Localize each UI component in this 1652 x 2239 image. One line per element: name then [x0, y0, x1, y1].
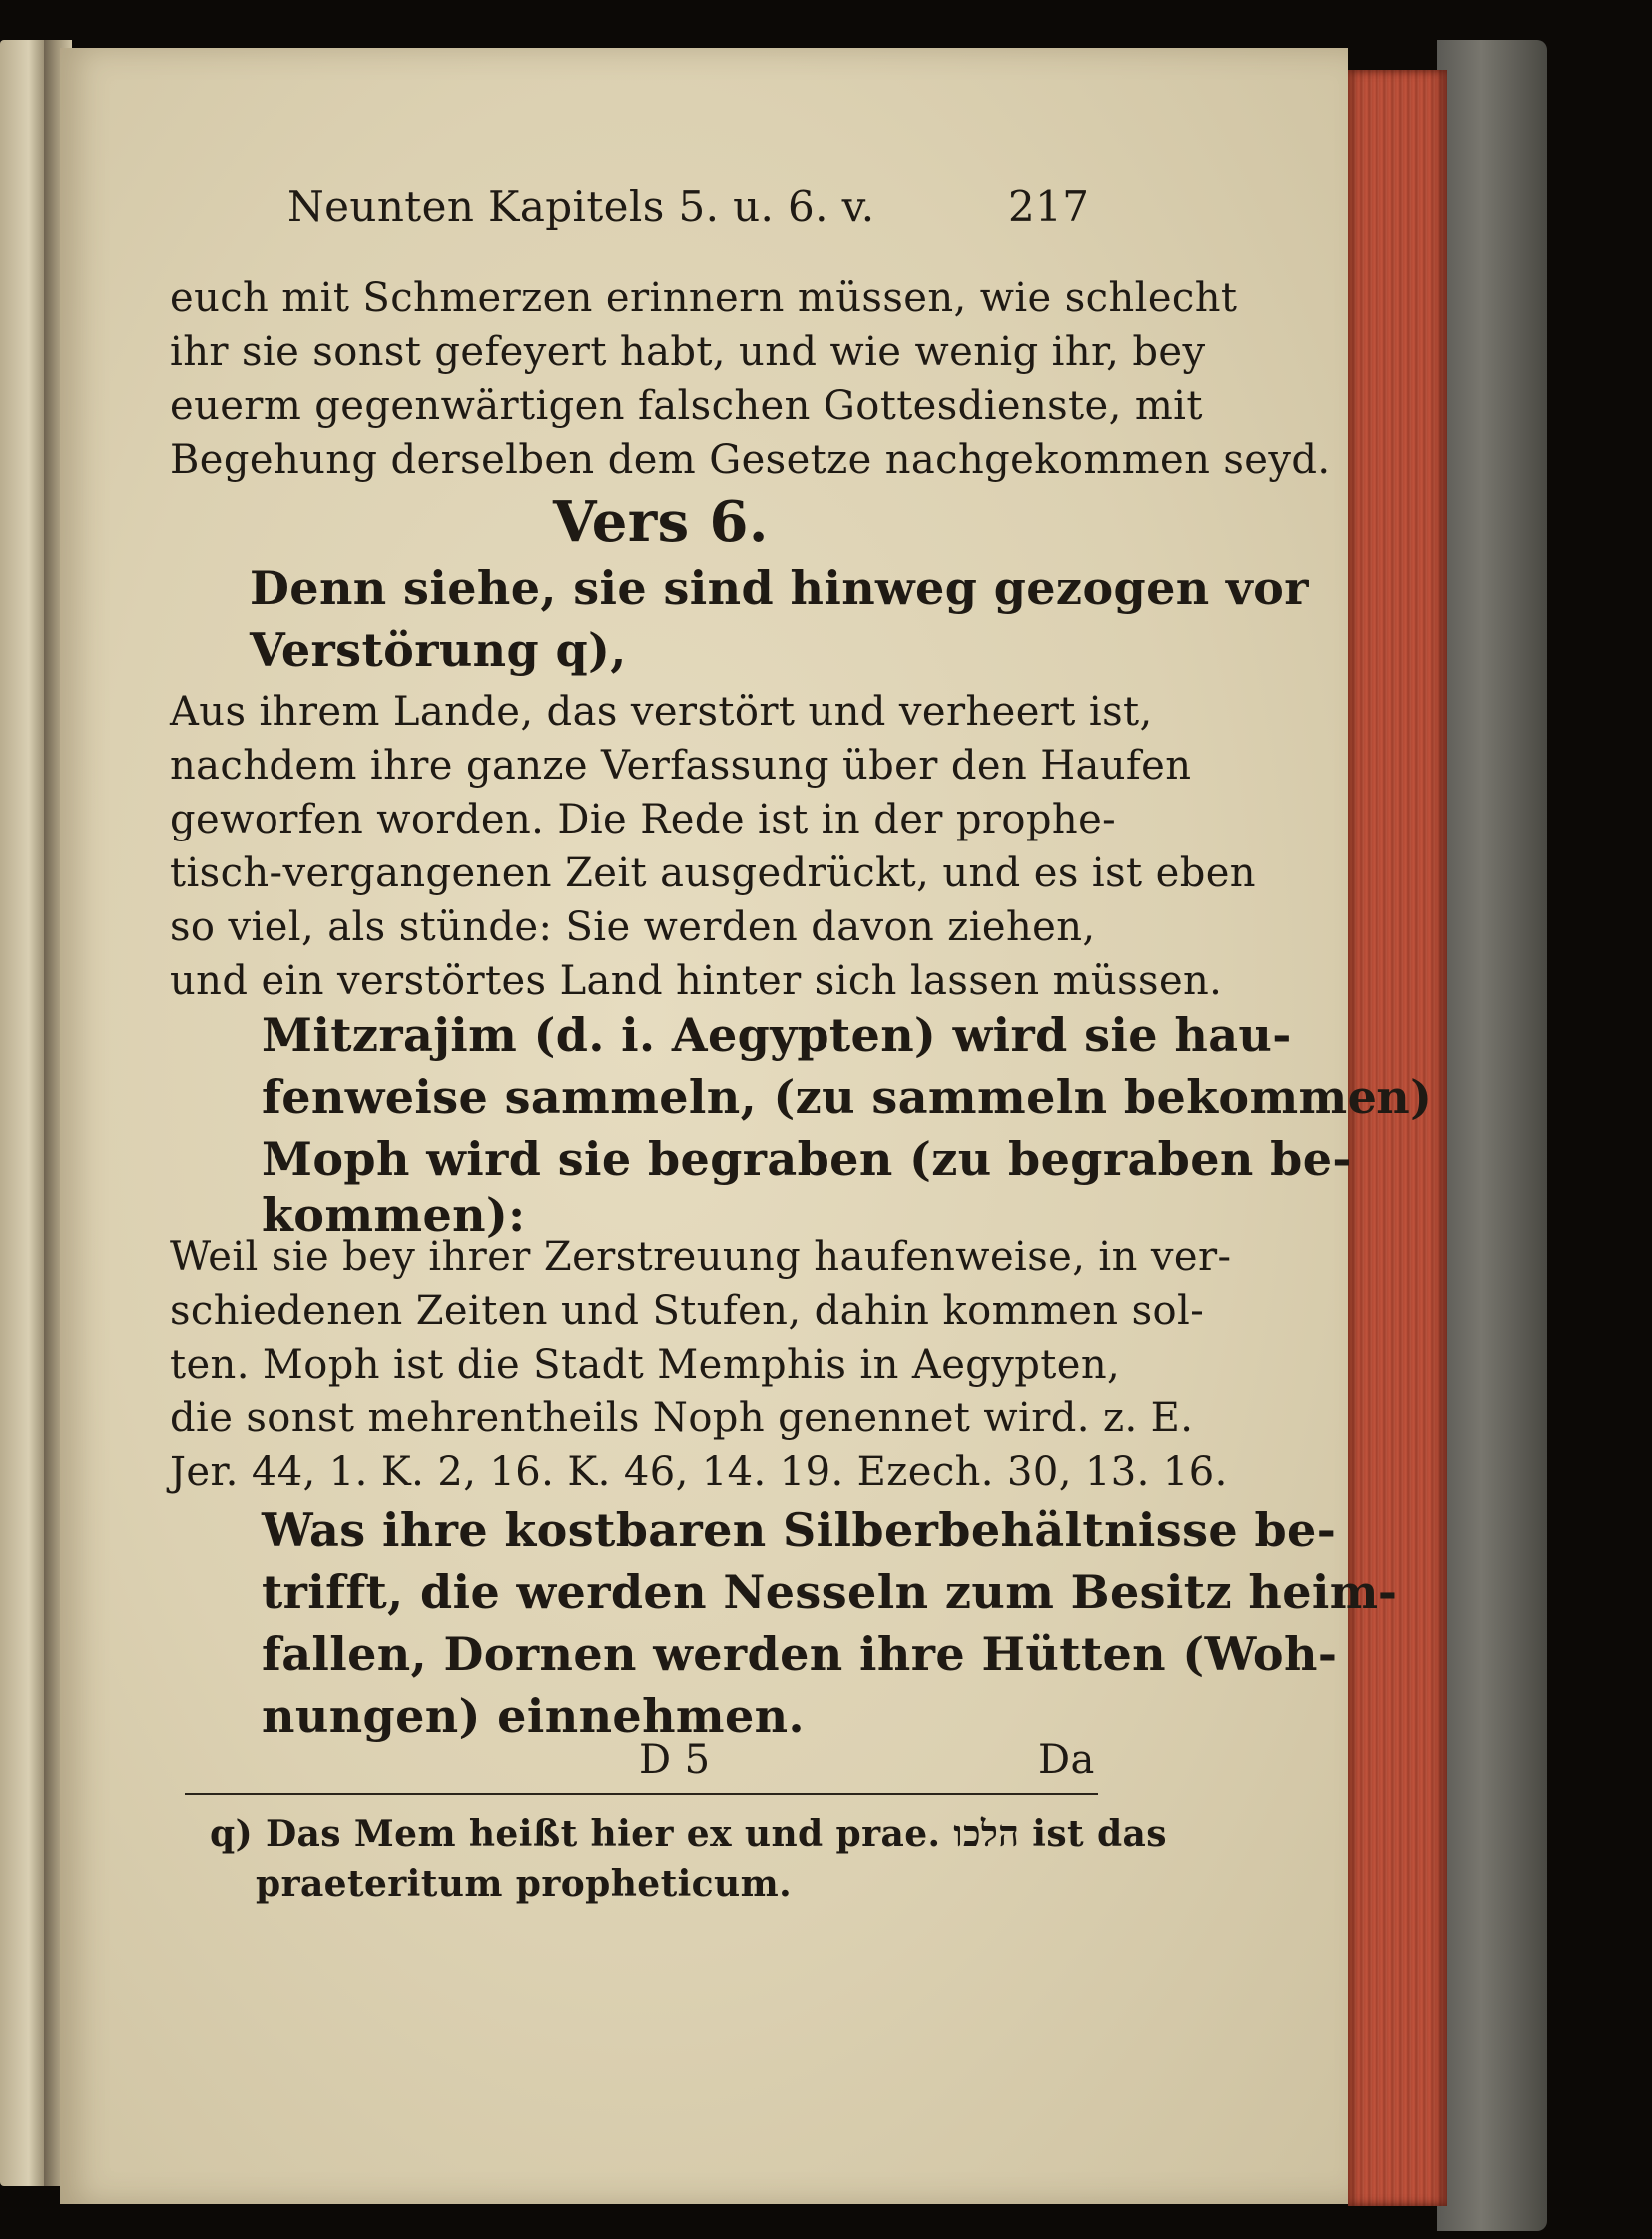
scripture-line: trifft, die werden Nesseln zum Besitz heim- [262, 1565, 1398, 1619]
scripture-line: Verstörung q), [250, 623, 627, 677]
book-cover-board [1437, 40, 1547, 2231]
text-line: schiedenen Zeiten und Stufen, dahin kommen sol- [170, 1288, 1205, 1334]
scripture-line: Moph wird sie begraben (zu begraben be- [262, 1132, 1352, 1186]
signature-mark: D 5 [639, 1737, 711, 1783]
page-number: 217 [1008, 182, 1090, 231]
red-fore-edge [1348, 70, 1447, 2206]
scripture-line: Mitzrajim (d. i. Aegypten) wird sie hau- [262, 1008, 1292, 1062]
text-line: geworfen worden. Die Rede ist in der prophe- [170, 797, 1117, 842]
verse-heading: Vers 6. [553, 489, 769, 555]
text-line: ten. Moph ist die Stadt Memphis in Aegypten, [170, 1342, 1121, 1388]
text-line: nachdem ihre ganze Verfassung über den Haufen [170, 743, 1192, 789]
text-line: die sonst mehrentheils Noph genennet wird. z. E. [170, 1396, 1194, 1441]
scripture-line: Denn siehe, sie sind hinweg gezogen vor [250, 561, 1309, 615]
text-line: Weil sie bey ihrer Zerstreuung haufenweise, in ver- [170, 1234, 1232, 1280]
text-line: und ein verstörtes Land hinter sich lassen müssen. [170, 958, 1223, 1004]
scripture-line: Was ihre kostbaren Silberbehältnisse be- [262, 1503, 1337, 1557]
footnote-line: q) Das Mem heißt hier ex und prae. הלכו ist das [210, 1813, 1167, 1855]
text-line: Begehung derselben dem Gesetze nachgekommen seyd. [170, 437, 1331, 483]
text-line: Aus ihrem Lande, das verstört und verheert ist, [170, 689, 1153, 735]
catchword: Da [1038, 1737, 1095, 1783]
text-line: Jer. 44, 1. K. 2, 16. K. 46, 14. 19. Ezech. 30, 13. 16. [170, 1449, 1228, 1495]
previous-page-edge [0, 40, 48, 2186]
scripture-line: fallen, Dornen werden ihre Hütten (Woh- [262, 1627, 1338, 1681]
text-line: tisch-vergangenen Zeit ausgedrückt, und es ist eben [170, 850, 1256, 896]
scripture-line: nungen) einnehmen. [262, 1689, 805, 1743]
text-line: euch mit Schmerzen erinnern müssen, wie schlecht [170, 276, 1238, 321]
text-line: euerm gegenwärtigen falschen Gottesdienste, mit [170, 383, 1203, 429]
scripture-line: kommen): [262, 1188, 526, 1242]
running-title: Neunten Kapitels 5. u. 6. v. [287, 182, 875, 231]
scripture-line: fenweise sammeln, (zu sammeln bekommen) [262, 1070, 1433, 1124]
footnote-rule [185, 1793, 1098, 1795]
text-line: ihr sie sonst gefeyert habt, und wie wenig ihr, bey [170, 329, 1206, 375]
footnote-line: praeteritum propheticum. [256, 1863, 792, 1905]
text-line: so viel, als stünde: Sie werden davon ziehen, [170, 904, 1096, 950]
